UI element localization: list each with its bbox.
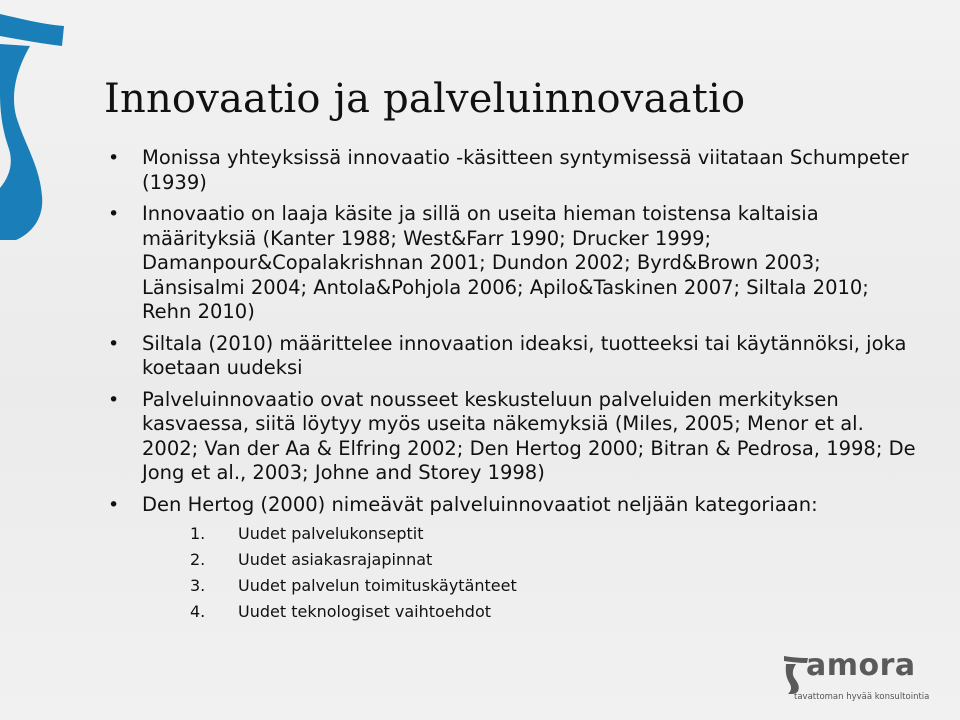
category-number: 1. [190,524,206,543]
bullet-item [104,388,924,486]
bullet-item [104,146,924,195]
category-number: 4. [190,602,206,621]
bullet-list [104,146,924,625]
logo-wordmark: amora [806,648,916,683]
category-text: Uudet asiakasrajapinnat [238,550,433,569]
category-item [142,573,924,599]
bullet-text: Monissa yhteyksissä innovaatio -käsitteen syntymisessä viitataan Schumpeter (1939) [142,146,909,194]
category-number: 2. [190,550,206,569]
category-item [142,547,924,573]
category-number: 3. [190,576,206,595]
bullet-icon: • [108,493,120,516]
bullet-icon: • [108,388,120,411]
bullet-text: Palveluinnovaatio ovat nousseet keskusteluun palveluiden merkityksen kasvaessa, siitä löytyy myös useita näkemyksiä (Miles, 2005; Menor et al. 2002; Van der Aa & Elfring 2002; Den Hertog 2000; Bitran & Pedrosa, 1998; De Jong et al., 2003; Johne and Storey 1998) [142,387,916,484]
bullet-icon: • [108,147,120,169]
logo-tagline: tavattoman hyvää konsultointia [794,692,930,702]
slide-title: Innovaatio ja palveluinnovaatio [104,76,746,122]
bullet-item [104,493,924,626]
brand-swoosh-icon [0,0,110,240]
bullet-text: Den Hertog (2000) nimeävät palveluinnovaatiot neljään kategoriaan: [142,492,818,516]
bullet-icon: • [108,203,120,225]
category-text: Uudet palvelukonseptit [238,524,424,543]
bullet-text: Innovaatio on laaja käsite ja sillä on useita hieman toistensa kaltaisia määrityksiä (Kanter 1988; West&Farr 1990; Drucker 1999; Damanpour&Copalakrishnan 2001; Dundon 2002; Byrd&Brown 2003; Länsisalmi 2004; Antola&Pohjola 2006; Apilo&Taskinen 2007; Siltala 2010; Rehn 2010) [142,202,869,323]
category-list [142,521,924,625]
bullet-item [104,202,924,325]
category-item [142,521,924,547]
category-text: Uudet teknologiset vaihtoehdot [238,602,492,621]
company-logo [782,648,930,708]
bullet-item [104,332,924,381]
slide-content [104,146,924,632]
category-text: Uudet palvelun toimituskäytänteet [238,576,517,595]
bullet-text: Siltala (2010) määrittelee innovaation ideaksi, tuotteeksi tai käytännöksi, joka koetaan uudeksi [142,331,907,379]
bullet-icon: • [108,332,120,355]
category-item [142,599,924,625]
